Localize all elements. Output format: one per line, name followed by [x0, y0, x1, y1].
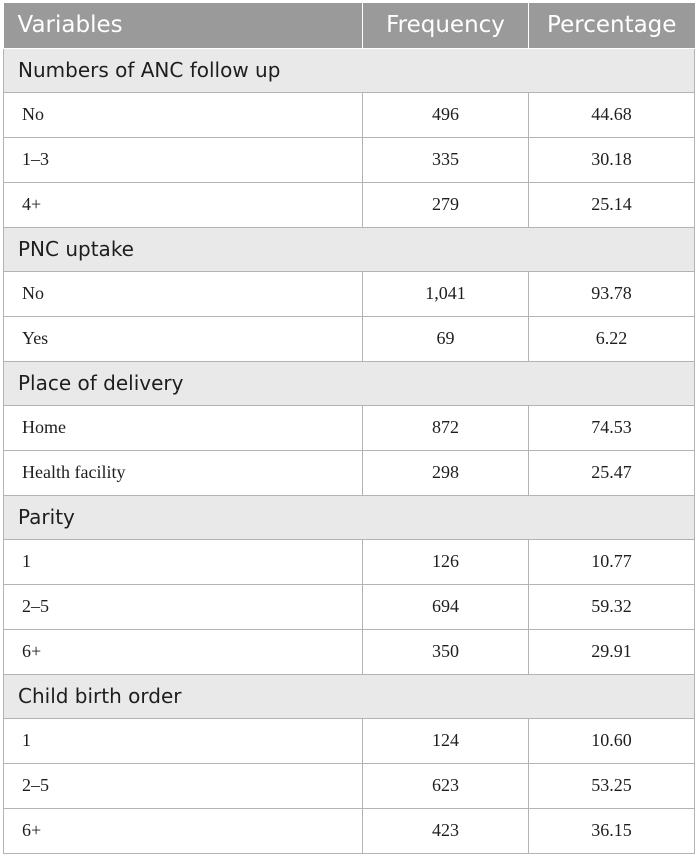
row-percentage: 74.53: [529, 405, 695, 450]
row-percentage: 10.77: [529, 539, 695, 584]
row-frequency: 335: [363, 137, 529, 182]
section-title: Child birth order: [4, 674, 695, 718]
row-label: No: [4, 271, 363, 316]
row-frequency: 279: [363, 182, 529, 227]
header-percentage: Percentage: [529, 3, 695, 48]
row-percentage: 93.78: [529, 271, 695, 316]
table-row: [4, 539, 695, 584]
section-row: [4, 674, 695, 718]
table-row: [4, 137, 695, 182]
table-row: [4, 629, 695, 674]
row-percentage: 53.25: [529, 763, 695, 808]
row-percentage: 30.18: [529, 137, 695, 182]
row-percentage: 36.15: [529, 808, 695, 853]
row-label: 2–5: [4, 763, 363, 808]
row-label: 1: [4, 718, 363, 763]
section-row: [4, 48, 695, 92]
table-row: [4, 450, 695, 495]
row-frequency: 1,041: [363, 271, 529, 316]
section-title: Place of delivery: [4, 361, 695, 405]
row-frequency: 872: [363, 405, 529, 450]
row-frequency: 124: [363, 718, 529, 763]
row-percentage: 44.68: [529, 92, 695, 137]
row-frequency: 69: [363, 316, 529, 361]
table-row: [4, 182, 695, 227]
row-label: 4+: [4, 182, 363, 227]
header-variables: Variables: [4, 3, 363, 48]
row-label: No: [4, 92, 363, 137]
section-row: [4, 495, 695, 539]
section-title: Parity: [4, 495, 695, 539]
row-frequency: 694: [363, 584, 529, 629]
table-row: [4, 808, 695, 853]
row-percentage: 29.91: [529, 629, 695, 674]
row-frequency: 496: [363, 92, 529, 137]
row-frequency: 126: [363, 539, 529, 584]
row-percentage: 25.47: [529, 450, 695, 495]
row-label: 6+: [4, 808, 363, 853]
row-frequency: 298: [363, 450, 529, 495]
row-label: 6+: [4, 629, 363, 674]
row-frequency: 423: [363, 808, 529, 853]
row-percentage: 10.60: [529, 718, 695, 763]
section-title: PNC uptake: [4, 227, 695, 271]
table-row: [4, 405, 695, 450]
table-row: [4, 718, 695, 763]
row-label: 2–5: [4, 584, 363, 629]
table-row: [4, 316, 695, 361]
header-row: [4, 3, 695, 48]
data-table: [3, 3, 695, 854]
section-title: Numbers of ANC follow up: [4, 48, 695, 92]
row-label: Yes: [4, 316, 363, 361]
row-percentage: 25.14: [529, 182, 695, 227]
row-label: 1: [4, 539, 363, 584]
table-row: [4, 92, 695, 137]
row-frequency: 623: [363, 763, 529, 808]
section-row: [4, 227, 695, 271]
table-row: [4, 584, 695, 629]
row-percentage: 59.32: [529, 584, 695, 629]
table-header: [4, 3, 695, 48]
row-frequency: 350: [363, 629, 529, 674]
row-label: Health facility: [4, 450, 363, 495]
table-container: [3, 3, 694, 854]
row-percentage: 6.22: [529, 316, 695, 361]
section-row: [4, 361, 695, 405]
table-body: [4, 48, 695, 853]
row-label: Home: [4, 405, 363, 450]
table-row: [4, 271, 695, 316]
header-frequency: Frequency: [363, 3, 529, 48]
row-label: 1–3: [4, 137, 363, 182]
table-row: [4, 763, 695, 808]
